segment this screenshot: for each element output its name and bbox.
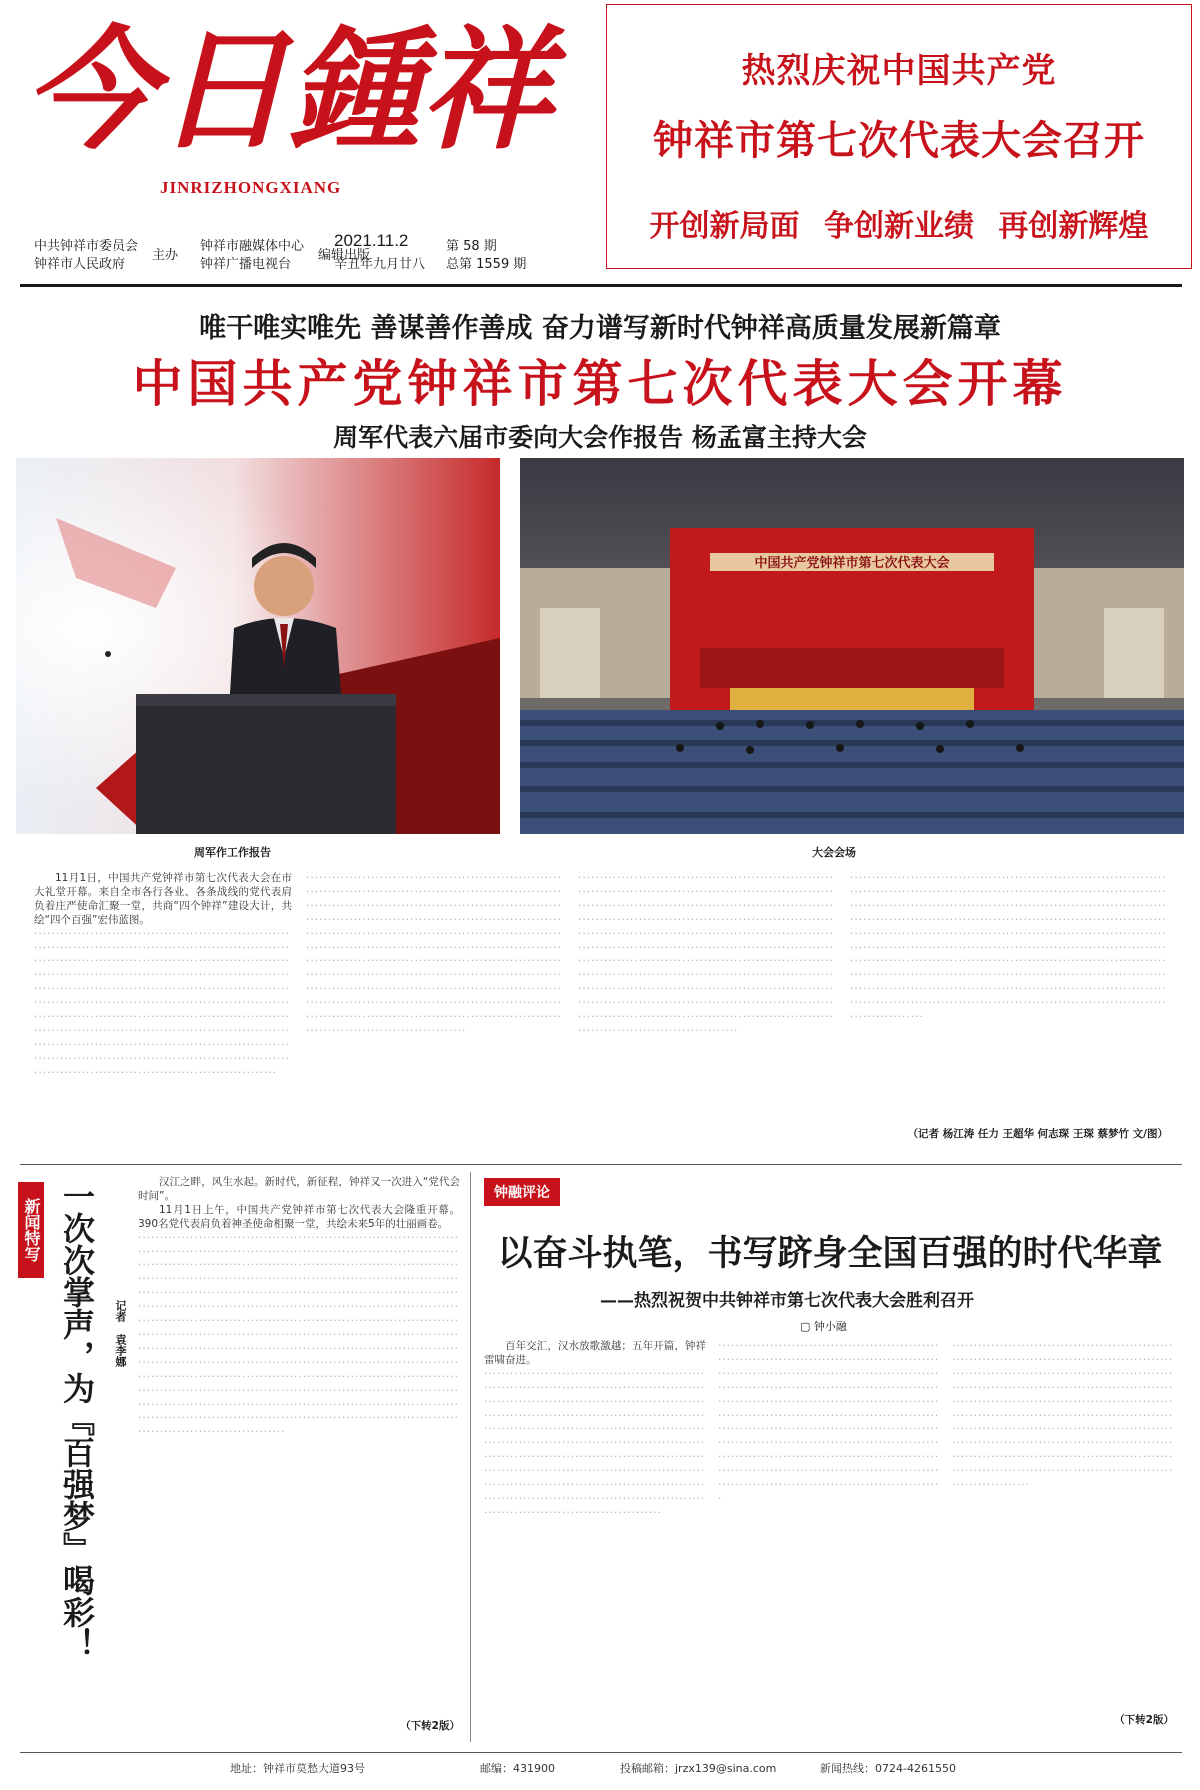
footer-rule [20,1752,1182,1753]
publisher-2: 钟祥广播电视台 [200,257,292,272]
photo-caption-left: 周军作工作报告 [194,846,271,859]
article-column-2 [306,872,564,1154]
celebration-line-2: 钟祥市第七次代表大会召开 [653,117,1145,164]
lunar-date: 辛丑年九月廿八 [334,257,426,272]
column-divider [470,1172,471,1742]
celebration-slogan: 开创新局面 争创新业绩 再创新辉煌 [649,209,1149,244]
article-text-filler: ······································································································································································································································································································································································································································································································································································································································································ [34,927,290,1079]
footer-postcode: 邮编：431900 [480,1762,555,1775]
photo-speaker [16,458,500,834]
commentary-author-name: 钟小融 [813,1320,847,1333]
feature-lead: 汉江之畔，风生水起。新时代，新征程，钟祥又一次进入“党代会时间”。 [138,1176,460,1202]
article-column-4 [850,872,1168,1154]
commentary-badge: 钟融评论 [484,1178,560,1206]
article-text-filler: ·············································································································································································································································································································································································································································································································································································································································································································· [306,872,562,1037]
feature-author: 袁李娜 [114,1334,127,1367]
issue-date: 2021.11.2 [334,231,409,250]
feature-body [138,1176,460,1742]
feature-headline: 一次次掌声，为『百强梦』喝彩！ [58,1180,96,1660]
headline-deck: 周军代表六届市委向大会作报告 杨孟富主持大会 [333,423,867,452]
commentary-title: 以奋斗执笔，书写跻身全国百强的时代华章 [497,1234,1163,1274]
issue-number: 第 58 期 [446,239,497,254]
sponsor-1: 中共钟祥市委员会 [34,239,139,254]
footer-hotline: 新闻热线：0724-4261550 [820,1762,956,1775]
sponsor-role: 主办 [152,248,179,263]
masthead-rule [20,284,1182,287]
footer-address: 地址：钟祥市莫愁大道93号 [230,1762,365,1775]
photo-assembly-hall [520,458,1184,834]
feature-paragraph-2: 11月1日上午，中国共产党钟祥市第七次代表大会隆重开幕。390名党代表肩负着神圣使命相聚一堂，共绘未来5年的壮丽画卷。 [138,1203,460,1230]
photo-caption-right: 大会会场 [812,846,856,859]
main-headline: 中国共产党钟祥市第七次代表大会开幕 [132,355,1068,413]
commentary-column-2 [718,1340,940,1744]
article-lead: 11月1日，中国共产党钟祥市第七次代表大会在市大礼堂开幕。来自全市各行各业、各条战线的党代表肩负着庄严使命汇聚一堂，共商“四个钟祥”建设大计，共绘“四个百强”宏伟蓝图。 [34,872,292,926]
hall-banner-text: 中国共产党钟祥市第七次代表大会 [754,556,950,571]
footer-email: 投稿邮箱：jrzx139@sina.com [620,1762,777,1775]
commentary-continued: （下转2版） [1114,1714,1174,1726]
article-column-3 [578,872,836,1154]
section-divider [20,1164,1182,1165]
commentary-lead: 百年交汇，汉水放歌激越；五年开篇，钟祥雷啸奋进。 [484,1340,706,1366]
commentary-column-1 [484,1340,706,1744]
commentary-subtitle: ——热烈祝贺中共钟祥市第七次代表大会胜利召开 [600,1291,974,1311]
article-column-1 [34,872,292,1154]
masthead-pinyin: JINRIZHONGXIANG [160,178,342,197]
feature-text-filler: ·············································································································································································································································································································································································································································································································································································································································································································································································································································································································································································································································································································· [138,1231,459,1439]
commentary-text-filler: ················································································································································································································································································································································································································································································································································ [952,1340,1174,1492]
article-text-filler: ··········································································································································································································································································································································································································································································································································································································································································································································································· [850,872,1167,1024]
total-issue-number: 总第 1559 期 [446,257,527,272]
feature-continued: （下转2版） [400,1719,460,1732]
feature-label: 新闻特写 [18,1182,44,1278]
publisher-role: 编辑出版 [318,248,371,263]
commentary-column-3 [952,1340,1174,1744]
headline-kicker: 唯干唯实唯先 善谋善作善成 奋力谱写新时代钟祥高质量发展新篇章 [199,313,1001,344]
sponsor-2: 钟祥市人民政府 [34,257,126,272]
celebration-line-1: 热烈庆祝中国共产党 [741,51,1057,91]
commentary-author: ▢ 钟小融 [800,1320,847,1333]
masthead-title: 今日鍾祥 [24,13,552,168]
article-text-filler: ·············································································································································································································································································································································································································································································································································································································································································································· [578,872,834,1037]
publisher-1: 钟祥市融媒体中心 [200,239,305,254]
celebration-box [606,4,1192,269]
publication-info [34,231,594,282]
masthead-logo [18,8,578,176]
feature-author-label: 记者 [114,1300,127,1322]
commentary-text-filler: ·················································································································································································································································································································································································································································································································································································· [718,1340,940,1505]
commentary-text-filler: ······································································································································································································································································································································································································································································································································································· [484,1367,706,1519]
article-byline: （记者 杨江涛 任力 王超华 何志琛 王琛 蔡梦竹 文/图） [907,1128,1168,1140]
